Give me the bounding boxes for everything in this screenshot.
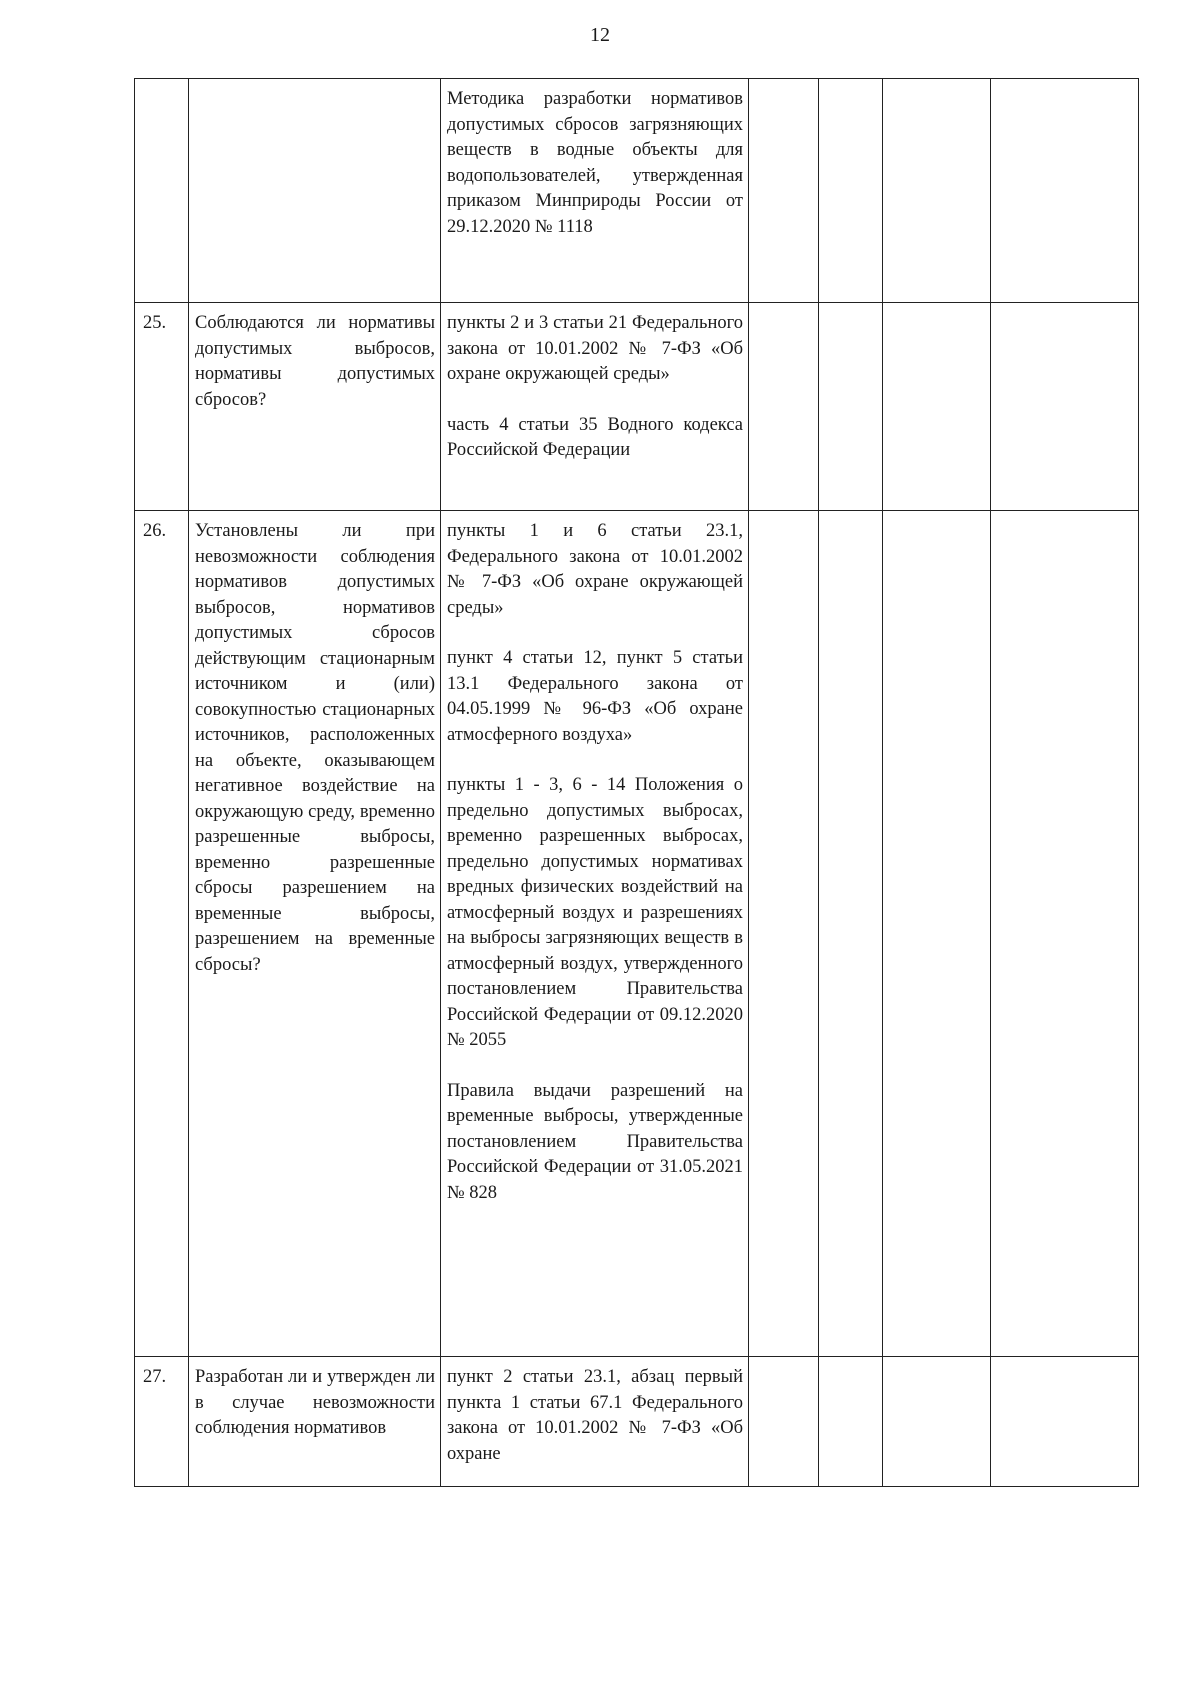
table-row — [135, 303, 1139, 511]
answer-cell — [883, 79, 991, 303]
legal-reference-paragraph: пункты 2 и 3 статьи 21 Федерального закона от 10.01.2002 № 7-ФЗ «Об охране окружающей среды» — [447, 313, 743, 384]
legal-references — [441, 303, 749, 511]
legal-references — [441, 511, 749, 1357]
legal-reference-paragraph: пункты 1 и 6 статьи 23.1, Федерального закона от 10.01.2002 № 7-ФЗ «Об охране окружающей среды» — [447, 521, 743, 618]
answer-cell — [749, 79, 819, 303]
row-number: 25. — [135, 303, 189, 511]
table-row — [135, 79, 1139, 303]
legal-reference-paragraph: Методика разработки нормативов допустимых сбросов загрязняющих веществ в водные объекты для водопользователей, утвержденная приказом Минприроды России от 29.12.2020 № 1118 — [447, 89, 743, 237]
answer-cell — [883, 511, 991, 1357]
legal-reference-paragraph: часть 4 статьи 35 Водного кодекса Российской Федерации — [447, 414, 743, 460]
page-number: 12 — [590, 24, 610, 46]
table-row — [135, 511, 1139, 1357]
legal-reference-paragraph: Правила выдачи разрешений на временные выбросы, утвержденные постановлением Правительства Российской Федерации от 31.05.2021 № 828 — [447, 1080, 743, 1203]
answer-cell — [819, 79, 883, 303]
answer-cell — [991, 1357, 1139, 1487]
legal-references — [441, 79, 749, 303]
requirement-question: Соблюдаются ли нормативы допустимых выбросов, нормативы допустимых сбросов? — [189, 303, 441, 511]
answer-cell — [819, 1357, 883, 1487]
answer-cell — [991, 79, 1139, 303]
requirement-question: Разработан ли и утвержден ли в случае невозможности соблюдения нормативов — [189, 1357, 441, 1487]
row-number: 27. — [135, 1357, 189, 1487]
legal-reference-paragraph: пункты 1 - 3, 6 - 14 Положения о предельно допустимых выбросах, временно разрешенных выбросах, предельно допустимых нормативах вредных физических воздействий на атмосферный воздух и разрешениях на выбросы загрязняющих веществ в атмосферный воздух, утвержденного постановлением Правительства Российской Федерации от 09.12.2020 № 2055 — [447, 775, 743, 1050]
answer-cell — [749, 511, 819, 1357]
answer-cell — [991, 303, 1139, 511]
legal-reference-paragraph: пункт 4 статьи 12, пункт 5 статьи 13.1 Федерального закона от 04.05.1999 № 96-ФЗ «Об охране атмосферного воздуха» — [447, 648, 743, 745]
answer-cell — [819, 511, 883, 1357]
answer-cell — [749, 303, 819, 511]
row-number — [135, 79, 189, 303]
table-row — [135, 1357, 1139, 1487]
checklist-table-body — [135, 79, 1139, 1487]
answer-cell — [819, 303, 883, 511]
answer-cell — [883, 303, 991, 511]
legal-reference-paragraph: пункт 2 статьи 23.1, абзац первый пункта 1 статьи 67.1 Федерального закона от 10.01.2002 № 7-ФЗ «Об охране — [447, 1367, 743, 1464]
requirement-question: Установлены ли при невозможности соблюдения нормативов допустимых выбросов, нормативов допустимых сбросов действующим стационарным источником и (или) совокупностью стационарных источников, расположенных на объекте, оказывающем негативное воздействие на окружающую среду, временно разрешенные выбросы, временно разрешенные сбросы разрешением на временные выбросы, разрешением на временные сбросы? — [189, 511, 441, 1357]
row-number: 26. — [135, 511, 189, 1357]
requirement-question — [189, 79, 441, 303]
legal-references — [441, 1357, 749, 1487]
checklist-table — [134, 78, 1139, 1487]
answer-cell — [749, 1357, 819, 1487]
answer-cell — [991, 511, 1139, 1357]
answer-cell — [883, 1357, 991, 1487]
